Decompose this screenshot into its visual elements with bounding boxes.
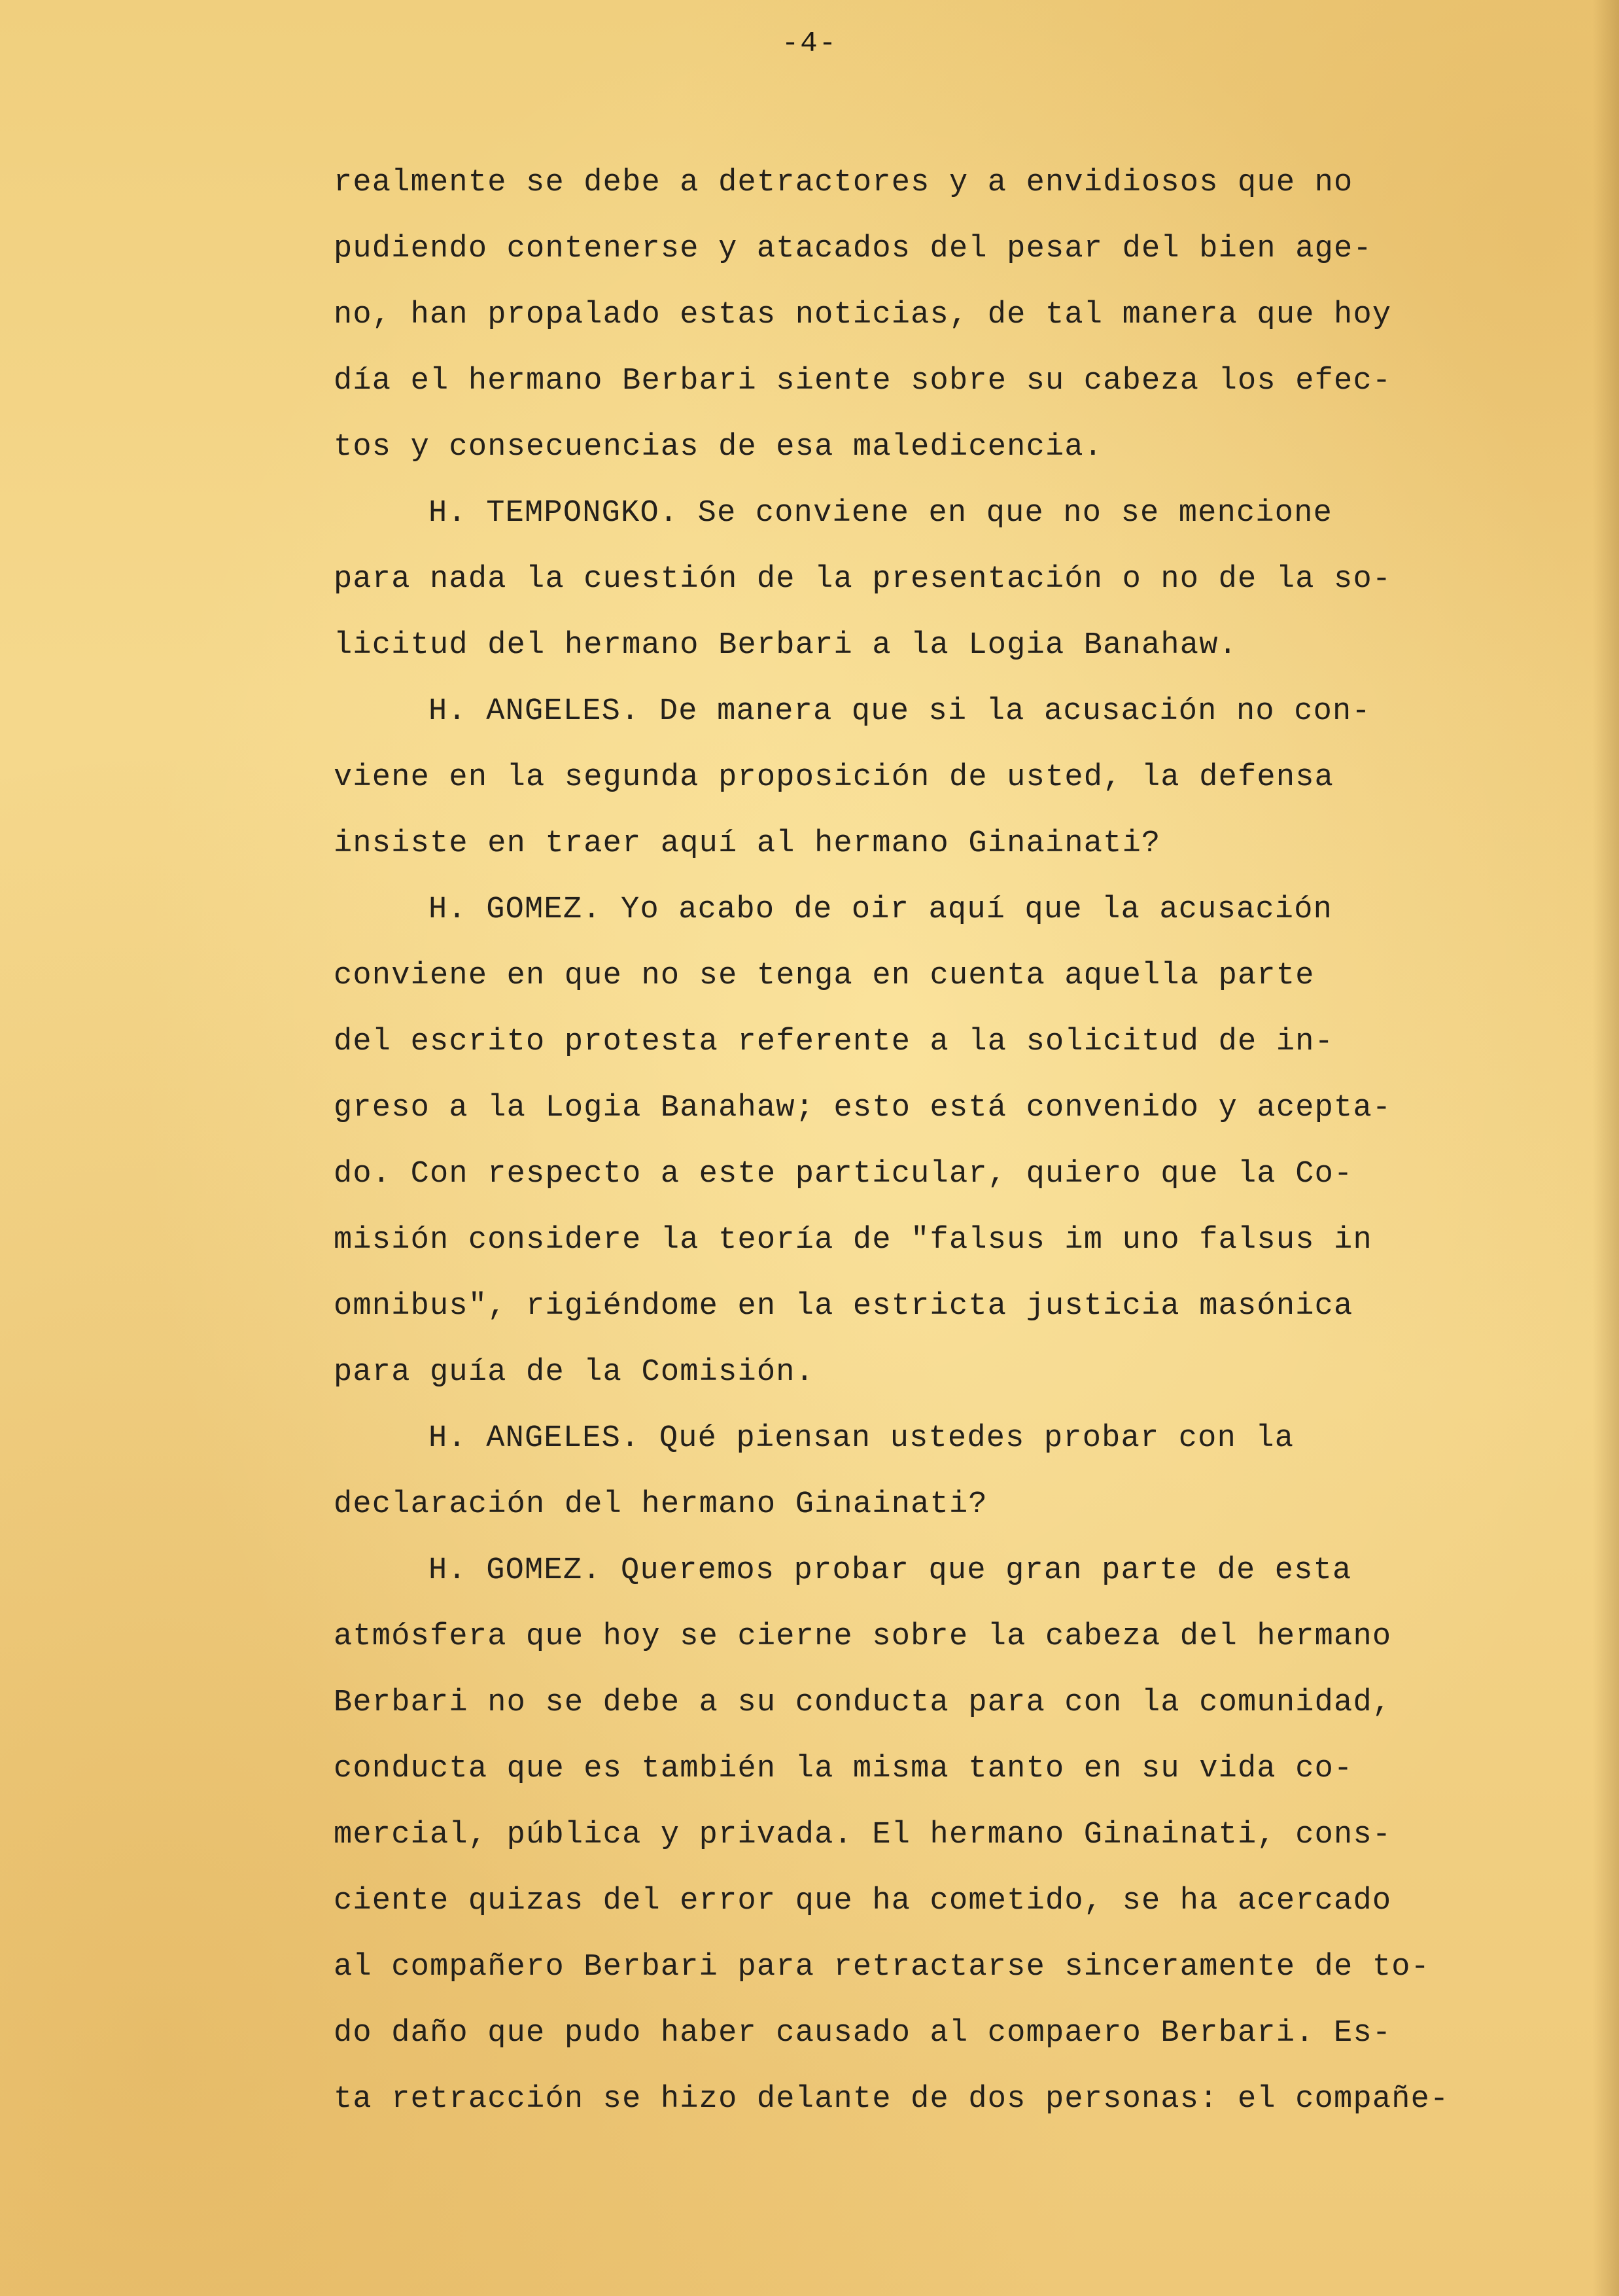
text-line: H. GOMEZ. Queremos probar que gran parte de esta	[428, 1553, 1352, 1588]
text-line: pudiendo contenerse y atacados del pesar del bien age-	[334, 232, 1372, 266]
text-line: Berbari no se debe a su conducta para con la comunidad,	[334, 1686, 1392, 1720]
text-line: H. ANGELES. Qué piensan ustedes probar con la	[428, 1421, 1295, 1456]
text-line: do. Con respecto a este particular, quiero que la Co-	[334, 1157, 1353, 1192]
text-line: insiste en traer aquí al hermano Ginainati?	[334, 826, 1161, 861]
text-line: viene en la segunda proposición de usted, la defensa	[334, 760, 1334, 795]
text-line: ta retracción se hizo delante de dos personas: el compañe-	[334, 2082, 1450, 2117]
text-line: mercial, pública y privada. El hermano Ginainati, cons-	[334, 1818, 1392, 1852]
text-line: conducta que es también la misma tanto en su vida co-	[334, 1752, 1353, 1786]
text-line: para guía de la Comisión.	[334, 1355, 815, 1390]
text-line: omnibus", rigiéndome en la estricta justicia masónica	[334, 1289, 1353, 1324]
text-line: do daño que pudo haber causado al compaero Berbari. Es-	[334, 2016, 1392, 2051]
text-line: atmósfera que hoy se cierne sobre la cabeza del hermano	[334, 1619, 1392, 1654]
text-line: para nada la cuestión de la presentación o no de la so-	[334, 562, 1392, 597]
page-number: -4-	[781, 27, 838, 60]
text-line: H. ANGELES. De manera que si la acusación no con-	[428, 694, 1371, 729]
document-body	[334, 160, 1498, 2143]
text-line: H. TEMPONGKO. Se conviene en que no se mencione	[428, 496, 1333, 531]
text-line: realmente se debe a detractores y a envidiosos que no	[334, 166, 1353, 200]
text-line: ciente quizas del error que ha cometido, se ha acercado	[334, 1884, 1392, 1918]
text-line: declaración del hermano Ginainati?	[334, 1487, 988, 1522]
page-edge-shadow	[1593, 0, 1619, 2296]
text-line: H. GOMEZ. Yo acabo de oir aquí que la acusación	[428, 892, 1333, 927]
text-line: misión considere la teoría de "falsus im uno falsus in	[334, 1223, 1372, 1258]
text-line: tos y consecuencias de esa maledicencia.	[334, 430, 1104, 465]
text-line: licitud del hermano Berbari a la Logia Banahaw.	[334, 628, 1238, 663]
text-line: greso a la Logia Banahaw; esto está convenido y acepta-	[334, 1091, 1392, 1125]
text-line: no, han propalado estas noticias, de tal manera que hoy	[334, 298, 1392, 332]
text-line: conviene en que no se tenga en cuenta aquella parte	[334, 959, 1315, 993]
text-line: del escrito protesta referente a la solicitud de in-	[334, 1025, 1334, 1059]
text-line: al compañero Berbari para retractarse sinceramente de to-	[334, 1950, 1431, 1985]
text-line: día el hermano Berbari siente sobre su cabeza los efec-	[334, 364, 1392, 398]
